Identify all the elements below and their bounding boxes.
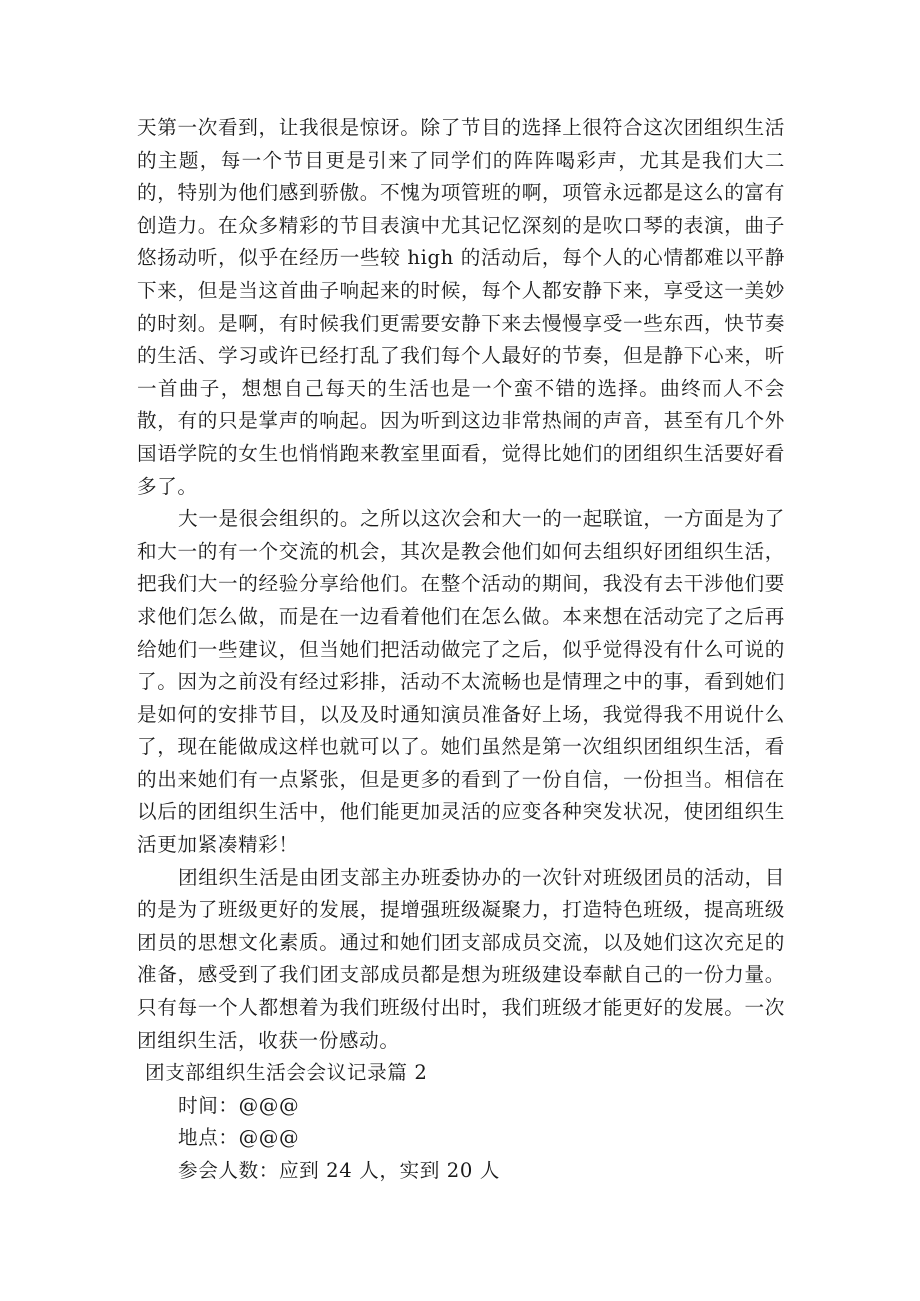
section-heading: 团支部组织生活会会议记录篇 2 <box>145 1061 428 1085</box>
meeting-time-field: 时间：@@@ <box>178 1093 300 1117</box>
paragraph: 大一是很会组织的。之所以这次会和大一的一起联谊，一方面是为了和大一的有一个交流的机会，其次是教会他们如何去组织好团组织生活，把我们大一的经验分享给他们。在整个活动的期间，我没有去干涉他们要求他们怎么做，而是在一边看着他们在怎么做。本来想在活动完了之后再给她们一些建议，但当她们把活动做完了之后，似乎觉得没有什么可说的了。因为之前没有经过彩排，活动不太流畅也是情理之中的事，看到她们是如何的安排节目，以及及时通知演员准备好上场，我觉得我不用说什么了，现在能做成这样也就可以了。她们虽然是第一次组织团组织生活，看的出来她们有一点紧张，但是更多的看到了一份自信，一份担当。相信在以后的团组织生活中，他们能更加灵活的应变各种突发状况，使团组织生活更加紧凑精彩！ <box>137 507 785 857</box>
meeting-location-field: 地点：@@@ <box>178 1126 300 1150</box>
attendance-field: 参会人数：应到 24 人，实到 20 人 <box>178 1159 500 1182</box>
paragraph: 团组织生活是由团支部主办班委协办的一次针对班级团员的活动，目的是为了班级更好的发展，提增强班级凝聚力，打造特色班级，提高班级团员的思想文化素质。通过和她们团支部成员交流，以及她们这次充足的准备，感受到了我们团支部成员都是想为班级建设奉献自己的一份力量。只有每一个人都想着为我们班级付出时，我们班级才能更好的发展。一次团组织生活，收获一份感动。 <box>137 865 785 1052</box>
paragraph: 天第一次看到，让我很是惊讶。除了节目的选择上很符合这次团组织生活的主题，每一个节目更是引来了同学们的阵阵喝彩声，尤其是我们大二的，特别为他们感到骄傲。不愧为项管班的啊，项管永远都是这么的富有创造力。在众多精彩的节目表演中尤其记忆深刻的是吹口琴的表演，曲子悠扬动听，似乎在经历一些较 high 的活动后，每个人的心情都难以平静下来，但是当这首曲子响起来的时候，每个人都安静下来，享受这一美妙的时刻。是啊，有时候我们更需要安静下来去慢慢享受一些东西，快节奏的生活、学习或许已经打乱了我们每个人最好的节奏，但是静下心来，听一首曲子，想想自己每天的生活也是一个蛮不错的选择。曲终而人不会散，有的只是掌声的响起。因为听到这边非常热闹的声音，甚至有几个外国语学院的女生也悄悄跑来教室里面看，觉得比她们的团组织生活要好看多了。 <box>137 116 785 498</box>
document-body <box>137 112 785 1188</box>
